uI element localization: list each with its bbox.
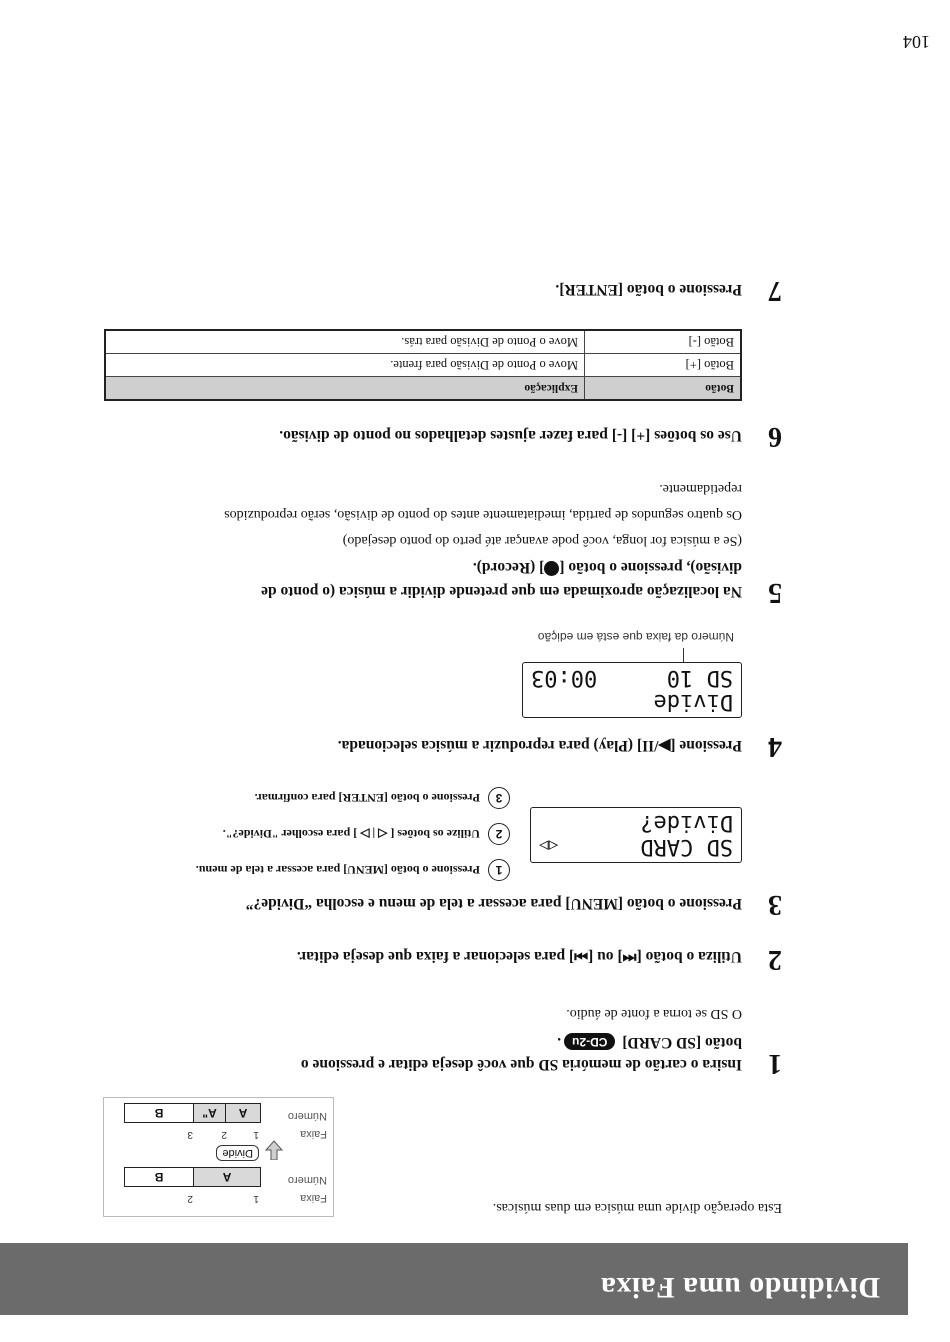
step-number: 2 bbox=[768, 944, 782, 975]
step-number: 1 bbox=[768, 1048, 782, 1079]
caption-pointer-line bbox=[683, 648, 684, 662]
step-text: Use os botões [+] [-] para fazer ajustes detalhados no ponto de divisão. bbox=[279, 427, 742, 444]
next-track-icon: ⏭ bbox=[574, 948, 589, 965]
step-text-part: . bbox=[557, 1034, 562, 1051]
diagram-tick: 2 bbox=[221, 1129, 227, 1140]
substep-text: Utilize os botões [ ◁ | ▷ ] para escolher "Divide?". bbox=[222, 827, 480, 841]
diagram-segment-a: A bbox=[193, 1167, 261, 1187]
table-row bbox=[105, 354, 741, 377]
substep-number: 3 bbox=[488, 787, 510, 809]
diagram-numero-label: Número bbox=[287, 1110, 327, 1122]
lcd-text: 00:03 bbox=[531, 665, 598, 690]
substep-text-part: Utilize os botões [ bbox=[390, 827, 480, 841]
diagram-numero-label: Número bbox=[287, 1174, 327, 1186]
left-right-arrows-icon: ◁▷ bbox=[539, 837, 559, 856]
step-number: 6 bbox=[768, 421, 782, 452]
diagram-faixa-label: Faixa bbox=[300, 1192, 327, 1204]
step-text-part: Pressione [ bbox=[670, 737, 742, 754]
diagram-tick: 1 bbox=[253, 1193, 259, 1204]
step-note: O SD se torna a fonte de áudio. bbox=[566, 1006, 742, 1021]
lcd-row bbox=[539, 834, 733, 858]
step-text-part: ] ou [ bbox=[588, 948, 623, 965]
step-text bbox=[297, 945, 742, 967]
step-text: Pressione o botão [MENU] para acessar a tela de menu e escolha “Divide?” bbox=[245, 895, 742, 912]
play-pause-icon: ▶/II bbox=[642, 737, 671, 754]
step-text bbox=[557, 1031, 742, 1053]
lcd-text: SD CARD bbox=[640, 834, 733, 859]
lcd-caption: Número da faixa que está em edição bbox=[537, 630, 734, 644]
prev-track-icon: ⏮ bbox=[622, 948, 637, 965]
table-cell: Move o Ponto de Divisão para trás. bbox=[105, 330, 585, 354]
step-text bbox=[338, 734, 742, 756]
step-number: 7 bbox=[768, 275, 782, 306]
step-text: Insira o cartão de memória SD que você deseja editar e pressione o bbox=[300, 1056, 742, 1073]
table-header-cell: Explicação bbox=[105, 377, 585, 401]
intro-text: Esta operação divide uma música em duas músicas. bbox=[492, 1200, 782, 1215]
step-text-part: ] (Play) para reproduzir a música selecionada. bbox=[337, 737, 643, 754]
step-text-part: Utiliza o botão [ bbox=[636, 948, 742, 965]
diagram-segment-a2: A" bbox=[193, 1103, 226, 1123]
lcd-display bbox=[522, 662, 742, 718]
record-icon bbox=[544, 561, 559, 576]
step-number: 5 bbox=[768, 577, 782, 608]
model-badge: CD-2u bbox=[564, 1033, 615, 1050]
step-text-part: botão [SD CARD] bbox=[622, 1034, 742, 1051]
table-row bbox=[105, 330, 741, 354]
diagram-segment-b: B bbox=[124, 1103, 194, 1123]
lcd-display bbox=[530, 807, 742, 863]
step-text-part: ] para selecionar a faixa que deseja editar. bbox=[296, 948, 575, 965]
down-arrow-icon bbox=[265, 1140, 283, 1160]
diagram-segment-a: A bbox=[225, 1103, 261, 1123]
lcd-text: SD 10 bbox=[666, 665, 733, 690]
step-number: 3 bbox=[768, 889, 782, 920]
step-text-part: divisão), pressione o botão [ bbox=[559, 559, 742, 576]
right-arrow-icon: ▷ bbox=[357, 827, 373, 841]
step-text: Pressione o botão [ENTER]. bbox=[555, 281, 742, 298]
step-note: repetidamente. bbox=[659, 481, 742, 496]
lcd-text: Divide? bbox=[640, 810, 733, 835]
table-cell: Botão [-] bbox=[585, 330, 742, 354]
divide-callout: Divide bbox=[216, 1145, 259, 1161]
page-title: Dividindo uma Faixa bbox=[600, 1271, 880, 1304]
split-diagram bbox=[103, 1097, 334, 1217]
left-arrow-icon: ◁ bbox=[375, 827, 391, 841]
table-cell: Botão [+] bbox=[585, 354, 742, 377]
step-note: Os quatro segundos de partida, imediatamente antes do ponto de divisão, serão reproduzidos bbox=[224, 507, 742, 522]
step-text bbox=[473, 556, 742, 578]
table-header-cell: Botão bbox=[585, 377, 742, 401]
lcd-text: Divide bbox=[653, 689, 733, 714]
step-number: 4 bbox=[768, 731, 782, 762]
substep-number: 2 bbox=[488, 823, 510, 845]
step-note: (Se a música for longa, você pode avançar até perto do ponto desejado) bbox=[342, 533, 742, 548]
substep-number: 1 bbox=[488, 859, 510, 881]
page-number: 104 bbox=[903, 32, 930, 52]
substep-text-part: ] para escolher "Divide?". bbox=[222, 827, 358, 841]
diagram-segment-b: B bbox=[124, 1167, 194, 1187]
step-text-part: ] (Record). bbox=[472, 559, 545, 576]
diagram-faixa-label: Faixa bbox=[300, 1128, 327, 1140]
substep-text: Pressione o botão [ENTER] para confirmar. bbox=[254, 791, 480, 805]
diagram-tick: 3 bbox=[187, 1129, 193, 1140]
lcd-row bbox=[531, 665, 733, 689]
button-table bbox=[104, 329, 742, 401]
step-text: Na localização aproximada em que pretende dividir a música (o ponto de bbox=[261, 583, 742, 600]
table-cell: Move o Ponto de Divisão para frente. bbox=[105, 354, 585, 377]
substep-text: Pressione o botão [MENU] para acessar a tela de menu. bbox=[195, 863, 480, 877]
diagram-tick: 2 bbox=[187, 1193, 193, 1204]
table-header-row bbox=[105, 377, 741, 401]
diagram-tick: 1 bbox=[253, 1129, 259, 1140]
